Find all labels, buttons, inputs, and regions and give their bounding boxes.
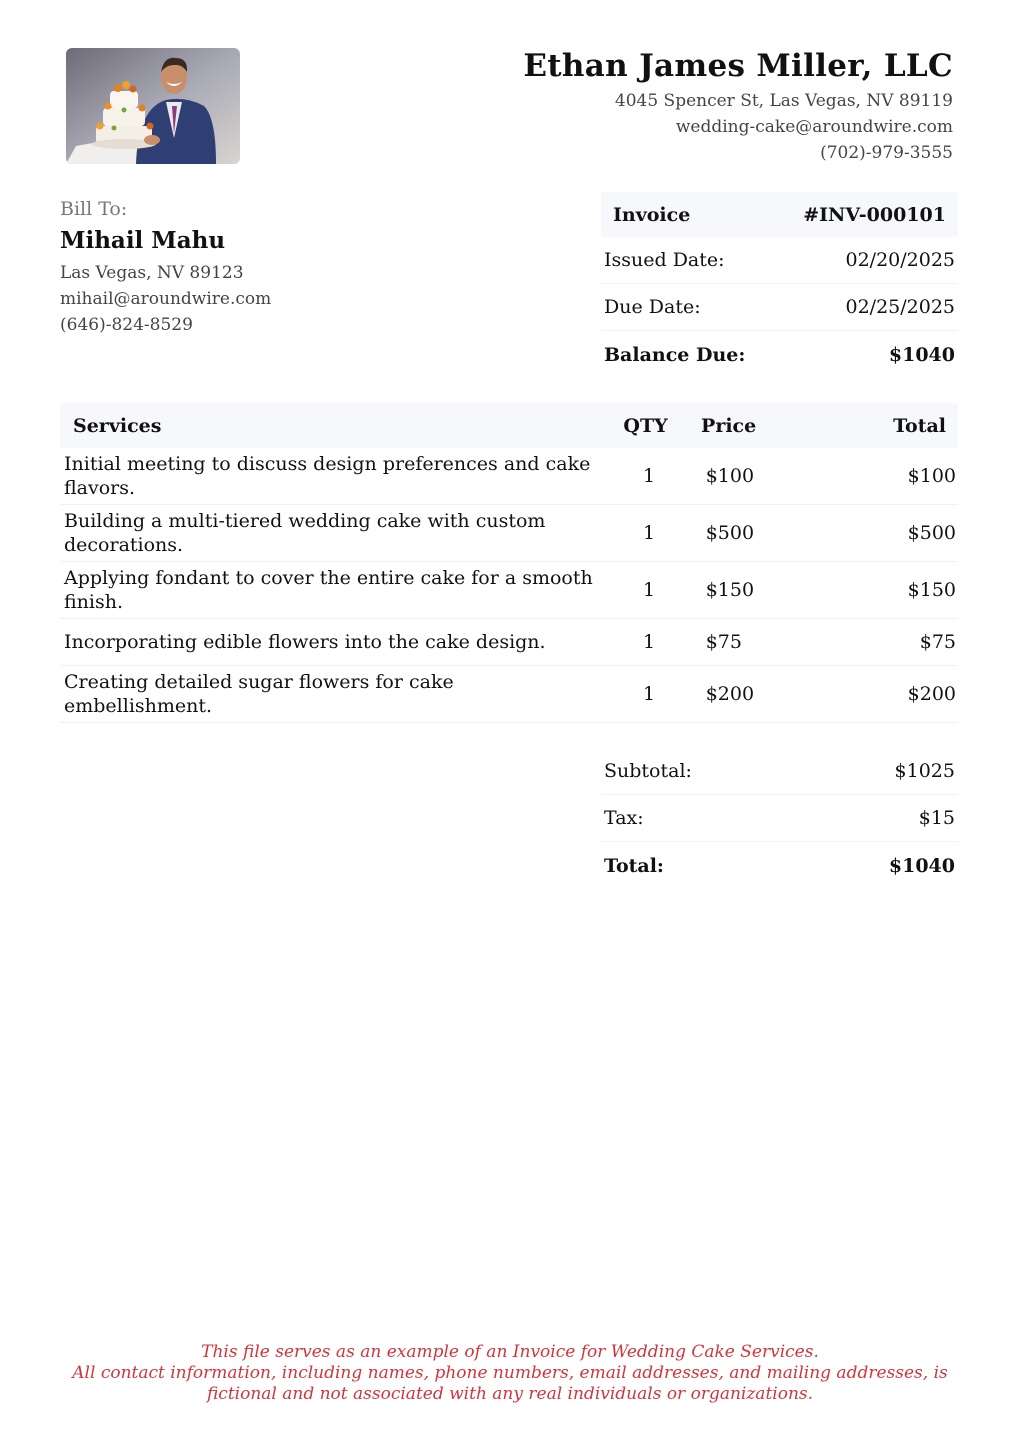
- tax-row: [601, 795, 958, 842]
- header-qty: QTY: [623, 414, 668, 437]
- tax-label: Tax:: [604, 807, 644, 829]
- client-name: Mihail Mahu: [60, 227, 226, 254]
- service-qty: 1: [643, 683, 656, 705]
- company-email[interactable]: wedding-cake@aroundwire.com: [675, 117, 953, 137]
- table-row: [60, 562, 958, 619]
- service-price: $100: [705, 465, 755, 487]
- disclaimer-line-2: All contact information, including names, phone numbers, email addresses, and mailing addresses, is: [72, 1363, 948, 1383]
- bill-to-label: Bill To:: [60, 198, 128, 220]
- service-qty: 1: [643, 631, 656, 653]
- service-total: $75: [919, 631, 956, 653]
- client-email[interactable]: mihail@aroundwire.com: [60, 289, 272, 309]
- baker-with-wedding-cake-photo: [66, 48, 240, 164]
- company-phone: (702)-979-3555: [820, 143, 953, 163]
- client-address: Las Vegas, NV 89123: [60, 263, 244, 283]
- company-address: 4045 Spencer St, Las Vegas, NV 89119: [614, 91, 953, 111]
- total-value: $1040: [888, 854, 955, 877]
- client-phone: (646)-824-8529: [60, 315, 193, 335]
- issued-date-value: 02/20/2025: [845, 249, 955, 271]
- service-total: $500: [907, 522, 956, 544]
- issued-date-label: Issued Date:: [604, 249, 725, 271]
- header-price: Price: [701, 414, 757, 437]
- services-table: [60, 403, 958, 723]
- invoice-header-row: [601, 192, 958, 237]
- service-description: Creating detailed sugar flowers for cake embellishment.: [64, 671, 454, 717]
- invoice-number: #INV-000101: [803, 203, 946, 226]
- invoice-details: [601, 192, 958, 378]
- totals-section: [601, 748, 958, 889]
- due-date-value: 02/25/2025: [845, 296, 955, 318]
- tax-value: $15: [918, 807, 955, 829]
- service-qty: 1: [643, 579, 656, 601]
- service-price: $75: [705, 631, 742, 653]
- total-label: Total:: [604, 854, 664, 877]
- subtotal-label: Subtotal:: [604, 760, 692, 782]
- service-total: $100: [907, 465, 956, 487]
- due-date-row: [601, 284, 958, 331]
- services-table-header: [60, 403, 958, 448]
- issued-date-row: [601, 237, 958, 284]
- bill-to-section: [60, 196, 271, 338]
- balance-due-row: [601, 331, 958, 378]
- service-description: Incorporating edible flowers into the cake design.: [64, 631, 546, 653]
- balance-due-label: Balance Due:: [604, 343, 746, 366]
- service-description: Initial meeting to discuss design preferences and cake flavors.: [64, 453, 591, 499]
- subtotal-value: $1025: [894, 760, 955, 782]
- due-date-label: Due Date:: [604, 296, 701, 318]
- table-row: [60, 666, 958, 723]
- service-description: Applying fondant to cover the entire cake for a smooth finish.: [64, 567, 593, 613]
- service-qty: 1: [643, 465, 656, 487]
- disclaimer-footer: [0, 1342, 1020, 1405]
- invoice-label: Invoice: [613, 203, 691, 226]
- service-price: $200: [705, 683, 755, 705]
- service-description: Building a multi-tiered wedding cake with custom decorations.: [64, 510, 546, 556]
- disclaimer-line-3: fictional and not associated with any real individuals or organizations.: [206, 1384, 814, 1404]
- service-total: $150: [907, 579, 956, 601]
- total-row: [601, 842, 958, 889]
- subtotal-row: [601, 748, 958, 795]
- service-price: $150: [705, 579, 755, 601]
- balance-due-value: $1040: [888, 343, 955, 366]
- service-total: $200: [907, 683, 956, 705]
- disclaimer-line-1: This file serves as an example of an Invoice for Wedding Cake Services.: [201, 1342, 819, 1362]
- header-services: Services: [73, 414, 162, 437]
- company-name: Ethan James Miller, LLC: [523, 48, 953, 84]
- service-qty: 1: [643, 522, 656, 544]
- header-total: Total: [893, 414, 946, 437]
- company-header: [523, 46, 953, 166]
- table-row: [60, 619, 958, 666]
- table-row: [60, 505, 958, 562]
- table-row: [60, 448, 958, 505]
- service-price: $500: [705, 522, 755, 544]
